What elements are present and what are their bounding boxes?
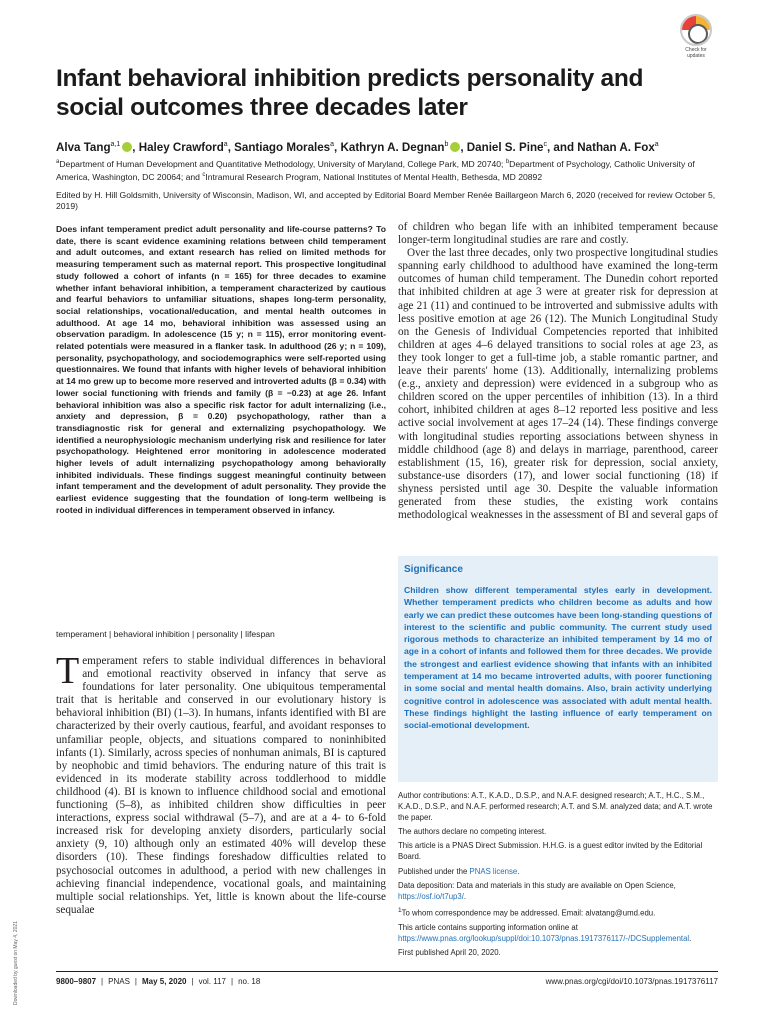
drop-cap: T [56, 650, 80, 692]
author-list [56, 137, 736, 155]
data-deposition-note [398, 881, 718, 903]
intro-body: emperament refers to stable individual differences in behavioral and emotional reactivity observed in infancy that serve as foundations for later personality. One ubiquitous temperamental trait that is heritable and conserved in our evolutionary history is behavioral inhibition (BI) (1–3). In humans, infants identified with BI are characterized by their overly cautious, fearful, and avoidant responses to unfamiliar people, objects, and situations compared to noninhibited infants (1). Similarly, across species of nonhuman animals, BI is captured by neophobic and timid behaviors. The enduring nature of this trait is evidenced in its moderate stability across toddlerhood to middle childhood (4). BI is known to influence childhood social and emotional functioning (5–8), as inhibited children show difficulties in peer interactions, express social withdrawal (5–7), and are at a 4- to 6-fold increased risk for developing anxiety disorders, particularly social anxiety (9, 10) although only an estimated 40% will develop these disorders (10). These findings foreshadow difficulties related to psychosocial outcomes in adulthood, a period with new challenges in achieving financial independence, vocational goals, and maintaining multiple social relationships. Yet, little is known about the life-course sequalae [56, 655, 386, 916]
doi-url[interactable]: www.pnas.org/cgi/doi/10.1073/pnas.1917376117 [545, 977, 718, 986]
orcid-icon[interactable] [450, 142, 460, 152]
author-affiliation-sup: a [330, 141, 335, 148]
volume: vol. 117 [198, 977, 226, 986]
correspondence-text: To whom correspondence may be addressed. Email: alvatang@umd.edu. [401, 908, 656, 918]
affiliation-text: Intramural Research Program, National Institutes of Mental Health, Bethesda, MD 20892 [205, 171, 543, 182]
license-suffix: . [517, 866, 520, 876]
author-name: Haley Crawford [138, 140, 224, 154]
issue-date: May 5, 2020 [142, 977, 187, 986]
download-side-note [4, 888, 18, 1008]
significance-box [398, 556, 718, 782]
download-side-note-text: Downloaded by guest on May 4, 2021 [13, 921, 19, 1005]
deposition-prefix: Data deposition: Data and materials in this study are available on Open Science, [398, 880, 676, 890]
paragraph: of children who began life with an inhibited temperament because longer-term longitudinal studies are rare and costly. [398, 221, 718, 247]
abstract: Does infant temperament predict adult personality and life-course patterns? To date, there is scant evidence examining relations between child temperament and adult outcomes, and extant research has relied on limited methods for measuring temperament such as maternal report. This prospective longitudinal study followed a cohort of infants (n = 165) for three decades to examine whether infant behavioral inhibition, a temperament characterized by cautious and fearful behaviors to unfamiliar situations, shapes long-term personality, social relationships, vocational/education, and mental health outcomes in adulthood. At age 14 mo, behavioral inhibition was assessed using an observation paradigm. In adolescence (15 y; n = 115), error monitoring event-related potentials were measured in a flanker task. In adulthood (26 y; n = 109), personality, psychopathology, and sociodemographics were self-reported using questionnaires. We found that infants with higher levels of behavioral inhibition at 14 mo grew up to become more reserved and introverted adults (β = 0.34) with lower social functioning with friends and family (β = −0.23) at age 26. Infant behavioral inhibition was also a specific risk factor for adult internalizing (i.e., anxiety and depression, β = 0.20) psychopathology, rather than a transdiagnostic risk for general and externalizing psychopathology. We identified a neurophysiologic mechanism underlying risk and resilience for later psychopathology. Heightened error monitoring in adolescence moderated higher levels of adult internalizing psychopathology among behaviorally inhibited individuals. These findings suggest meaningful continuity between infant temperament and the development of adult personality. They provide the earliest evidence suggesting that the foundation of long-term wellbeing is rooted in individual differences in temperament observed in infancy. [56, 224, 386, 515]
page-range: 9800–9807 [56, 977, 97, 986]
significance-title: Significance [404, 564, 463, 575]
author-separator: , [132, 140, 139, 154]
author-separator: , [460, 140, 467, 154]
license-note [398, 867, 718, 878]
license-link[interactable]: PNAS license [469, 866, 518, 876]
author-affiliation-sup: b [444, 141, 449, 148]
author-affiliation-sup: c [543, 141, 547, 148]
article-notes [398, 791, 718, 963]
orcid-icon[interactable] [122, 142, 132, 152]
competing-interest: The authors declare no competing interest. [398, 826, 547, 836]
introduction-text [56, 650, 386, 917]
check-for-updates-label: Check for updates [685, 47, 707, 59]
author-affiliation-sup: a [654, 141, 659, 148]
paragraph: Over the last three decades, only two prospective longitudinal studies spanning early childhood to adulthood have examined the long-term outcomes of human child temperament. The Dunedin cohort reported that inhibited children at age 3 were at greater risk for depression at age 21 (11) and continued to be introverted and submissive adults with less positive emotion at age 26 (12). The Munich Longitudinal Study on the Genesis of Individual Competencies reported that inhibited children at ages 4–6 delayed transitions to social roles at age 23, as they took longer to get a full-time job, a stable romantic partner, and leave their parents' home (13). Additionally, internalizing problems (e.g., anxiety and depression) were evidenced in a subgroup who as children scored on the upper percentiles of inhibition (13). In a third cohort, inhibited children at ages 8–12 reported less positive and less active social involvement at ages 17–24 (14). These findings converge with longitudinal studies reporting associations between shyness in middle childhood (age 8) and delays in marriage, parenthood, career establishment (15, 16), greater risk for depression, social anxiety, substance-use disorders (17), and lower social functioning (18) if shyness persisted until age 30. Despite the valuable information generated from these studies, the existing work contains methodological weaknesses in the assessment of BI and several gaps of [398, 247, 719, 522]
journal-name: PNAS [108, 977, 130, 986]
license-prefix: Published under the [398, 866, 470, 876]
article-title: Infant behavioral inhibition predicts personality and social outcomes three decades later [56, 65, 644, 121]
edited-by-note: Edited by H. Hill Goldsmith, University of Wisconsin, Madison, WI, and accepted by Editorial Board Member Renée Baillargeon March 6, 2020 (received for review October 5, 2019) [56, 190, 716, 211]
issue-number: no. 18 [238, 977, 261, 986]
correspondence-sup: 1 [398, 907, 402, 915]
supporting-prefix: This article contains supporting information online at [398, 923, 578, 933]
affiliations [56, 157, 722, 183]
author-contributions: Author contributions: A.T., K.A.D., D.S.P., and N.A.F. designed research; A.T., H.C., S.M., K.A.D., D.S.P., and N.A.F. performed research; A.T. and S.M. analyzed data; and A.T. wrote the paper. [398, 791, 713, 822]
supporting-info-link[interactable]: https://www.pnas.org/lookup/suppl/doi:10.1073/pnas.1917376117/-/DCSupplemental [398, 933, 690, 943]
author-name: Santiago Morales [234, 140, 331, 154]
correspondence-note [398, 906, 718, 919]
deposition-suffix: . [463, 891, 467, 901]
author-name: Alva Tang [56, 140, 111, 154]
affiliation-text: Department of Psychology, Catholic University of America, Washington, DC 20064; and [56, 158, 695, 182]
page-footer: 9800–9807 | PNAS | May 5, 2020 | vol. 117 | no. 18 www.pnas.org/cgi/doi/10.1073/pnas.1917376117 [56, 971, 718, 986]
significance-text: Children show different temperamental styles early in development. Whether temperament predicts who children become as adults and how early we can predict these outcomes have been long-standing questions of interest to the scientific and public community. The current study used rigorous methods to characterize an inhibited temperament by 14 mo of age in a cohort of infants and followed them for three decades. We provide the strongest and earliest evidence showing that infants with an inhibited temperament at 14 mo became introverted adults, with poorer functioning in some social and mental health domains. Also, brain activity underlying cognitive control in adolescence was associated with adult mental health. These findings highlight the lasting influence of early temperament on social-emotional development. [404, 585, 712, 731]
author-separator: , and [546, 140, 578, 154]
keywords: temperament | behavioral inhibition | personality | lifespan [56, 629, 275, 639]
author-affiliation-sup: a,1 [110, 141, 121, 148]
supporting-suffix: . [689, 933, 692, 943]
first-published-note: First published April 20, 2020. [398, 948, 501, 958]
affiliation-sup: b [505, 159, 510, 165]
osf-link[interactable]: https://osf.io/t7up3/ [398, 891, 464, 901]
affiliation-text: Department of Human Development and Quantitative Methodology, University of Maryland, College Park, MD 20740; [59, 158, 506, 169]
affiliation-sup: a [56, 159, 60, 165]
check-for-updates-badge[interactable] [676, 14, 716, 60]
supporting-info-note [398, 923, 718, 945]
direct-submission-note: This article is a PNAS Direct Submission. H.H.G. is a guest editor invited by the Editorial Board. [398, 841, 703, 862]
author-name: Kathryn A. Degnan [340, 140, 445, 154]
author-name: Daniel S. Pine [466, 140, 544, 154]
author-affiliation-sup: a [223, 141, 228, 148]
affiliation-sup: c [202, 171, 206, 178]
author-name: Nathan A. Fox [577, 140, 655, 154]
author-separator: , [334, 140, 341, 154]
author-separator: , [227, 140, 235, 154]
right-column-text [398, 221, 718, 522]
check-for-updates-icon [680, 14, 712, 46]
